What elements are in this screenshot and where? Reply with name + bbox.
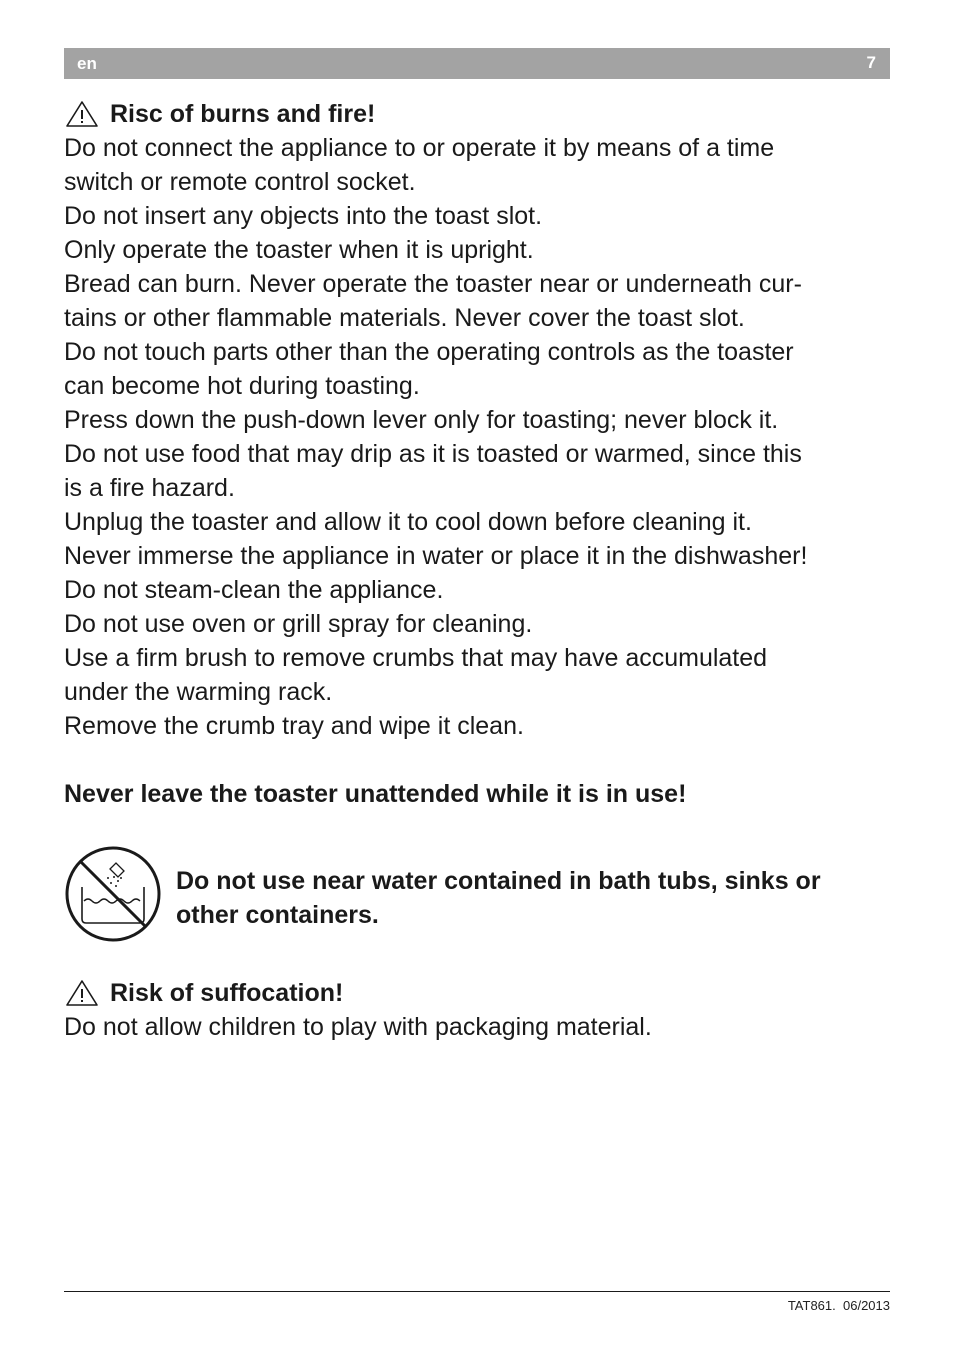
language-label: en [77, 54, 97, 73]
text-line: Press down the push-down lever only for toasting; never block it. [64, 406, 779, 434]
text-line: Bread can burn. Never operate the toaster near or underneath cur- [64, 270, 802, 298]
unattended-warning: Never leave the toaster unattended while it is in use! [64, 780, 687, 808]
text-line: Do not use food that may drip as it is toasted or warmed, since this [64, 440, 802, 468]
footer [788, 1298, 890, 1313]
model-number: TAT861. [787, 1298, 836, 1313]
page-number: 7 [866, 53, 876, 72]
edition-date: 06/2013 [843, 1298, 890, 1313]
water-warning [64, 847, 890, 943]
text-line: other containers. [176, 901, 379, 929]
text-line: Do not allow children to play with packaging material. [64, 1013, 652, 1041]
text-line: Remove the crumb tray and wipe it clean. [64, 712, 524, 740]
text-line: under the warming rack. [64, 678, 333, 706]
content [64, 97, 890, 1044]
spacer [64, 811, 890, 845]
text-line: Never immerse the appliance in water or place it in the dishwasher! [64, 542, 808, 570]
text-line: switch or remote control socket. [64, 168, 416, 196]
text-line: Do not connect the appliance to or operate it by means of a time [64, 134, 775, 162]
suffocation-heading-text: Risk of suffocation! [110, 979, 344, 1007]
warning-triangle-icon [65, 100, 99, 128]
text-line: tains or other flammable materials. Never cover the toast slot. [64, 304, 745, 332]
spacer [64, 943, 890, 976]
footer-divider [64, 1291, 890, 1292]
burns-heading [64, 97, 890, 131]
header-bar [64, 48, 890, 79]
text-line: Do not steam-clean the appliance. [64, 576, 444, 604]
suffocation-heading [64, 976, 890, 1010]
warning-triangle-icon [65, 979, 99, 1007]
burns-text [64, 131, 890, 743]
text-line: Do not insert any objects into the toast slot. [64, 202, 543, 230]
text-line: Do not touch parts other than the operating controls as the toaster [64, 338, 794, 366]
text-line: Do not use near water contained in bath tubs, sinks or [176, 867, 821, 895]
spacer [64, 743, 890, 777]
text-line: Do not use oven or grill spray for cleaning. [64, 610, 533, 638]
text-line: Unplug the toaster and allow it to cool down before cleaning it. [64, 508, 752, 536]
text-line: is a fire hazard. [64, 474, 235, 502]
text-line: Use a firm brush to remove crumbs that may have accumulated [64, 644, 768, 672]
water-warning-text [176, 847, 821, 932]
text-line: can become hot during toasting. [64, 372, 420, 400]
text-line: Only operate the toaster when it is upright. [64, 236, 534, 264]
burns-heading-text: Risc of burns and fire! [110, 100, 376, 128]
no-water-icon [64, 845, 162, 943]
